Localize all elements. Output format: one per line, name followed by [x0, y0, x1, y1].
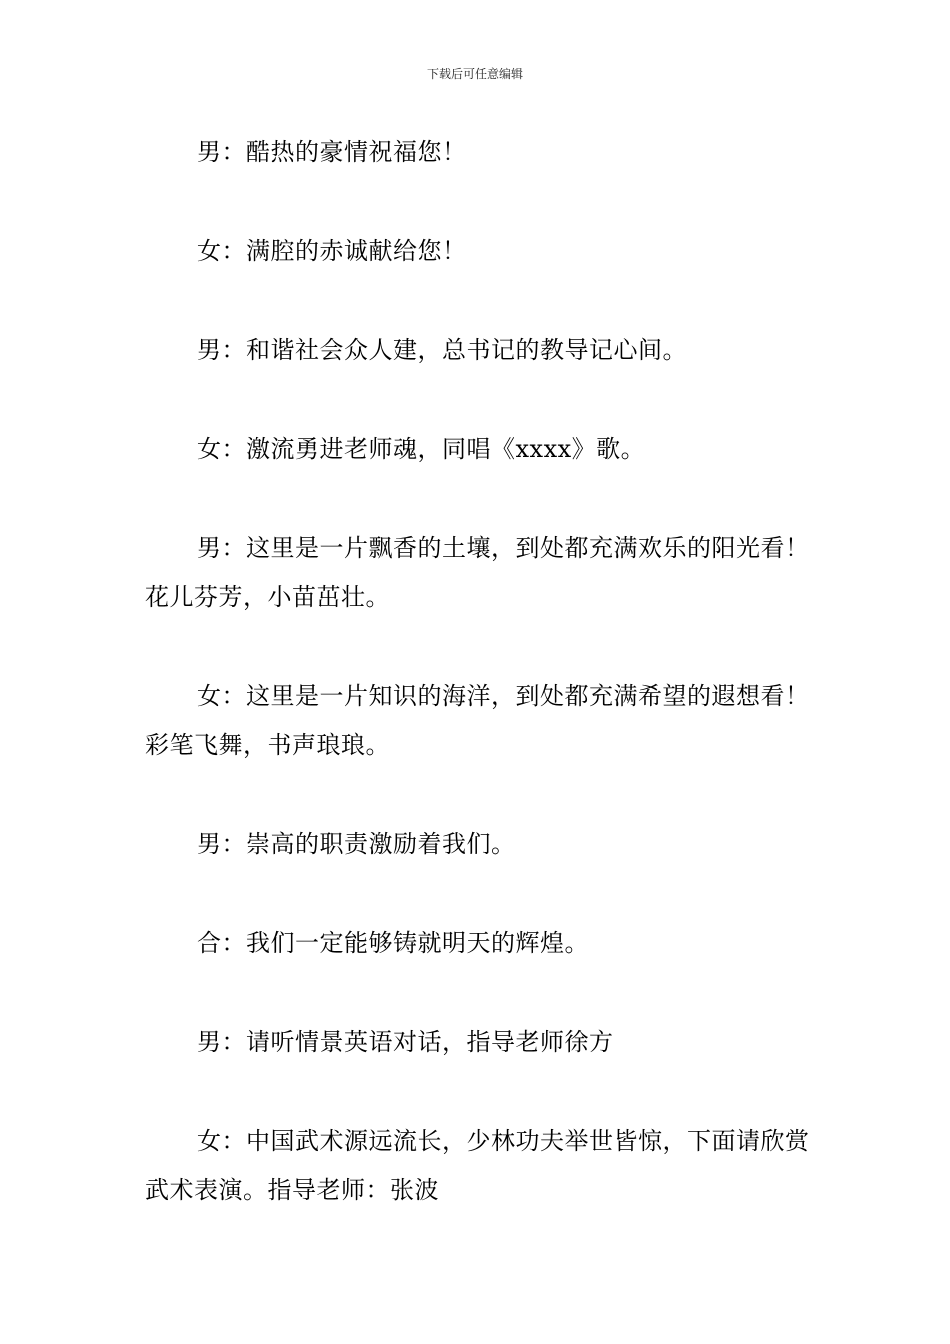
- page-header-note: 下载后可任意编辑: [426, 67, 523, 81]
- dialogue-line-8: 合：我们一定能够铸就明天的辉煌。: [197, 929, 589, 957]
- dialogue-line-10: 女：中国武术源远流长，少林功夫举世皆惊，下面请欣赏武术表演。指导老师：张波: [145, 1127, 810, 1204]
- dialogue-line-6: 女：这里是一片知识的海洋，到处都充满希望的遐想看！彩笔飞舞，书声琅琅。: [145, 682, 810, 759]
- document-body: [145, 128, 810, 1265]
- dialogue-line-1: 男：酷热的豪情祝福您！: [197, 138, 467, 166]
- dialogue-line-4: 女：激流勇进老师魂，同唱《xxxx》歌。: [197, 435, 646, 463]
- dialogue-line-5: 男：这里是一片飘香的土壤，到处都充满欢乐的阳光看！花儿芬芳，小苗茁壮。: [145, 534, 810, 611]
- dialogue-line-7: 男：崇高的职责激励着我们。: [197, 830, 516, 858]
- dialogue-line-9: 男：请听情景英语对话，指导老师徐方: [197, 1028, 614, 1056]
- dialogue-line-2: 女：满腔的赤诚献给您！: [197, 237, 467, 265]
- dialogue-line-3: 男：和谐社会众人建，总书记的教导记心间。: [197, 336, 687, 364]
